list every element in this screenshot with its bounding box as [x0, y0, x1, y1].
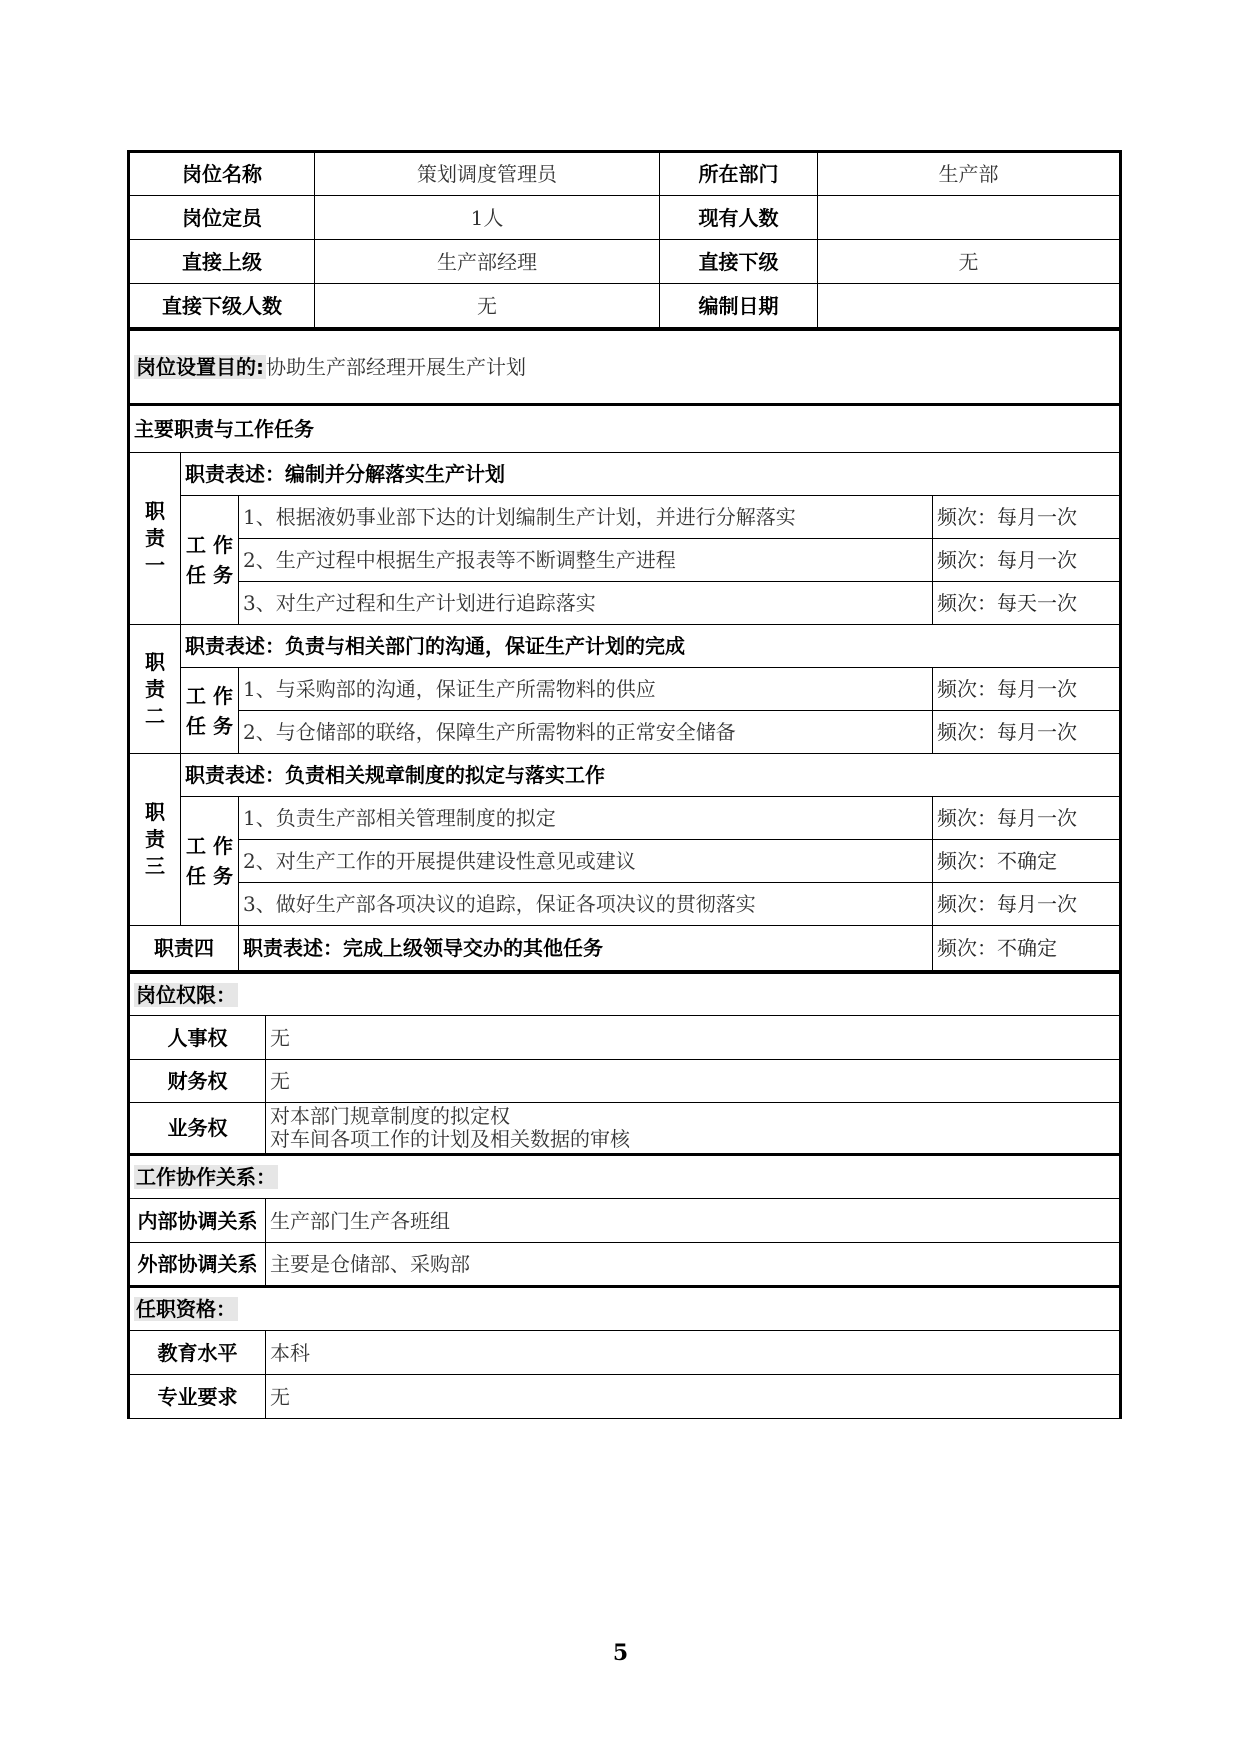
duty-2-name-char: 二 [145, 703, 165, 728]
label-prepared-date: 编制日期 [660, 284, 818, 328]
duty-3-task-3: 3、做好生产部各项决议的追踪，保证各项决议的贯彻落实 [239, 883, 933, 926]
duty-1-name-char: 一 [145, 553, 165, 577]
duty-1-name-char: 职 [145, 499, 165, 523]
authority-personnel-label: 人事权 [129, 1016, 266, 1060]
qualification-major-label: 专业要求 [129, 1375, 266, 1419]
duties-heading: 主要职责与工作任务 [129, 405, 1121, 453]
work-label-line: 任 务 [186, 713, 233, 738]
duty-2-name [129, 625, 181, 754]
label-direct-subordinate: 直接下级 [660, 240, 818, 284]
duty-1-name [129, 453, 181, 625]
purpose-label: 岗位设置目的: [136, 355, 264, 379]
qualification-education-label: 教育水平 [129, 1331, 266, 1375]
duty-2-task-2-freq: 频次：每月一次 [933, 711, 1121, 754]
label-headcount: 岗位定员 [129, 196, 315, 240]
duty-3-work-label [181, 797, 239, 926]
authority-heading: 岗位权限： [136, 982, 236, 1007]
purpose-row [129, 330, 1121, 405]
value-current-count [818, 196, 1121, 240]
label-direct-superior: 直接上级 [129, 240, 315, 284]
duty-3-name [129, 754, 181, 926]
qualifications-heading: 任职资格： [136, 1297, 236, 1321]
duty-1-task-2-freq: 频次：每月一次 [933, 539, 1121, 582]
label-position-name: 岗位名称 [129, 152, 315, 196]
label-subordinate-count: 直接下级人数 [129, 284, 315, 328]
work-label-line: 工 作 [186, 683, 233, 708]
label-department: 所在部门 [660, 152, 818, 196]
authority-finance-label: 财务权 [129, 1060, 266, 1103]
duty-3-name-char: 三 [145, 854, 165, 878]
duty-3-name-char: 职 [145, 800, 165, 824]
qualification-education-value: 本科 [266, 1331, 1121, 1375]
value-direct-subordinate: 无 [818, 240, 1121, 284]
work-label-line: 任 务 [186, 563, 233, 587]
value-direct-superior: 生产部经理 [315, 240, 660, 284]
duty-2-task-1: 1、与采购部的沟通，保证生产所需物料的供应 [239, 668, 933, 711]
value-subordinate-count: 无 [315, 284, 660, 328]
duty-2-task-1-freq: 频次：每月一次 [933, 668, 1121, 711]
relations-internal-value: 生产部门生产各班组 [266, 1199, 1121, 1243]
duty-4-name: 职责四 [129, 926, 239, 971]
work-label-line: 工 作 [186, 533, 233, 557]
qualifications-heading-row [129, 1287, 1121, 1331]
duty-3-task-1: 1、负责生产部相关管理制度的拟定 [239, 797, 933, 840]
duty-2-work-label [181, 668, 239, 754]
work-label-line: 任 务 [186, 864, 233, 888]
value-headcount: 1人 [315, 196, 660, 240]
relations-heading: 工作协作关系： [136, 1165, 276, 1189]
duty-1-task-3-freq: 频次：每天一次 [933, 582, 1121, 625]
duty-3-task-2-freq: 频次：不确定 [933, 840, 1121, 883]
duty-3-task-2: 2、对生产工作的开展提供建设性意见或建议 [239, 840, 933, 883]
label-current-count: 现有人数 [660, 196, 818, 240]
duty-1-task-3: 3、对生产过程和生产计划进行追踪落实 [239, 582, 933, 625]
duty-1-task-1: 1、根据液奶事业部下达的计划编制生产计划，并进行分解落实 [239, 496, 933, 539]
authority-table [127, 971, 1122, 1419]
duty-3-task-3-freq: 频次：每月一次 [933, 883, 1121, 926]
duty-2-desc: 职责表述：负责与相关部门的沟通，保证生产计划的完成 [181, 625, 1121, 668]
duties-table [127, 328, 1122, 971]
duty-1-task-1-freq: 频次：每月一次 [933, 496, 1121, 539]
duty-1-desc: 职责表述：编制并分解落实生产计划 [181, 453, 1121, 496]
value-department: 生产部 [818, 152, 1121, 196]
relations-external-value: 主要是仓储部、采购部 [266, 1243, 1121, 1287]
duty-4-desc: 职责表述：完成上级领导交办的其他任务 [239, 926, 933, 971]
authority-business-label: 业务权 [129, 1103, 266, 1155]
qualification-major-value: 无 [266, 1375, 1121, 1419]
duty-4-freq: 频次：不确定 [933, 926, 1121, 971]
authority-personnel-value: 无 [266, 1016, 1121, 1060]
header-table [127, 150, 1122, 328]
page-number: 5 [612, 1640, 629, 1666]
duty-1-task-2: 2、生产过程中根据生产报表等不断调整生产进程 [239, 539, 933, 582]
duty-2-task-2: 2、与仓储部的联络，保障生产所需物料的正常安全储备 [239, 711, 933, 754]
purpose-text: 协助生产部经理开展生产计划 [266, 355, 526, 379]
value-prepared-date [818, 284, 1121, 328]
relations-external-label: 外部协调关系 [129, 1243, 266, 1287]
duty-3-task-1-freq: 频次：每月一次 [933, 797, 1121, 840]
relations-internal-label: 内部协调关系 [129, 1199, 266, 1243]
job-description-document [127, 150, 1119, 1419]
authority-business-line: 对本部门规章制度的拟定权 [270, 1104, 510, 1128]
relations-heading-row [129, 1155, 1121, 1199]
duty-2-name-char: 责 [145, 676, 165, 701]
authority-business-value [266, 1103, 1121, 1155]
duty-2-name-char: 职 [145, 649, 165, 674]
authority-heading-row [129, 973, 1121, 1016]
duty-3-desc: 职责表述：负责相关规章制度的拟定与落实工作 [181, 754, 1121, 797]
value-position-name: 策划调度管理员 [315, 152, 660, 196]
authority-business-line: 对车间各项工作的计划及相关数据的审核 [270, 1127, 630, 1151]
duty-1-work-label [181, 496, 239, 625]
duty-3-name-char: 责 [145, 827, 165, 851]
authority-finance-value: 无 [266, 1060, 1121, 1103]
work-label-line: 工 作 [186, 834, 233, 858]
duty-1-name-char: 责 [145, 526, 165, 550]
